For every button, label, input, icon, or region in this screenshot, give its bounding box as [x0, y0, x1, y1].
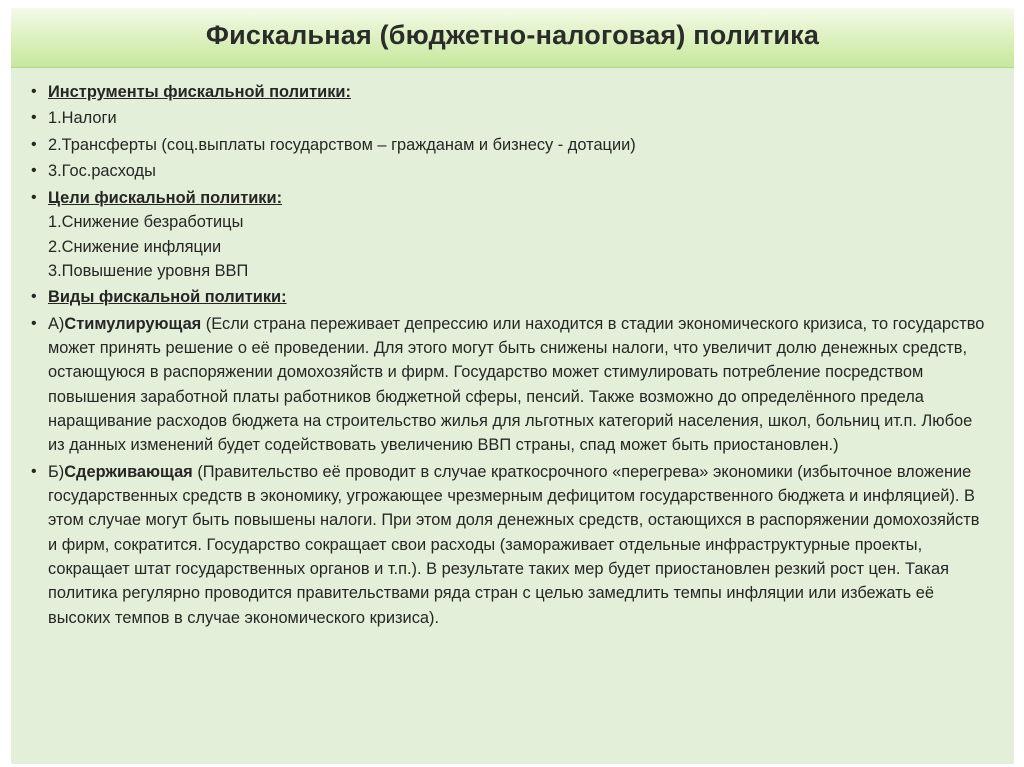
type-a-name: Стимулирующая — [64, 314, 202, 333]
goal-gdp: 3.Повышение уровня ВВП — [48, 261, 249, 280]
slide-title: Фискальная (бюджетно-налоговая) политика — [205, 20, 820, 50]
section-heading-types: Виды фискальной политики: — [48, 288, 287, 307]
bullet-icon: • — [31, 162, 37, 180]
list-item — [31, 460, 991, 630]
instrument-transfers: 2.Трансферты (соц.выплаты государством – гражданам и бизнесу - дотации) — [48, 135, 636, 154]
type-b-description: (Правительство её проводит в случае краткосрочного «перегрева» экономики (избыточное вложение государственных средств в экономику, угрожающее чрезмерным дефицитом государственного бюджета и инфляцией). В этом случае могут быть повышены налоги. При этом доля денежных средств, остающихся в распоряжении домохозяйств и фирм, сократится. Государство сокращает свои расходы (замораживает отдельные инфраструктурные проекты, сокращает штат государственных органов и т.п.). В результате таких мер будет приостановлен резкий рост цен. Такая политика регулярно проводится правительствами ряда стран с целью замедлить темпы инфляции или избежать её высоких темпов в случае экономического кризиса). — [48, 462, 980, 627]
instrument-spending: 3.Гос.расходы — [48, 162, 156, 181]
bullet-icon: • — [31, 314, 37, 332]
bullet-icon: • — [31, 135, 37, 153]
goal-unemployment: 1.Снижение безработицы — [48, 213, 244, 232]
bullet-icon: • — [31, 109, 37, 127]
type-b-name: Сдерживающая — [64, 462, 193, 481]
list-item — [31, 159, 991, 183]
list-item — [31, 133, 991, 157]
goal-inflation: 2.Снижение инфляции — [48, 237, 222, 256]
bullet-icon: • — [31, 288, 37, 306]
instrument-taxes: 1.Налоги — [48, 109, 117, 128]
list-item — [31, 186, 991, 283]
slide — [11, 8, 1014, 764]
list-item — [31, 312, 991, 458]
title-bar — [11, 8, 1014, 68]
type-b-prefix: Б) — [48, 462, 65, 481]
section-heading-goals: Цели фискальной политики: — [48, 188, 283, 207]
slide-content — [31, 80, 991, 632]
bullet-icon: • — [31, 188, 37, 206]
section-heading-instruments: Инструменты фискальной политики: — [48, 83, 351, 101]
bullet-icon: • — [31, 462, 37, 480]
list-item — [31, 80, 991, 104]
type-a-description: (Если страна переживает депрессию или находится в стадии экономического кризиса, то государство может принять решение о её проведении. Для этого могут быть снижены налоги, что увеличит долю денежных средств, остающуюся в распоряжении домохозяйств и фирм. Государство может стимулировать потребление посредством повышения заработной платы работников бюджетной сферы, пенсий. Также возможно до определённого предела наращивание расходов бюджета на строительство жилья для льготных категорий населения, школ, больниц ит.п. Любое из данных изменений будет содействовать увеличению ВВП страны, спад может быть приостановлен.) — [48, 314, 985, 455]
list-item — [31, 285, 991, 309]
list-item — [31, 106, 991, 130]
type-a-prefix: А) — [48, 314, 65, 333]
bullet-icon: • — [31, 83, 37, 100]
